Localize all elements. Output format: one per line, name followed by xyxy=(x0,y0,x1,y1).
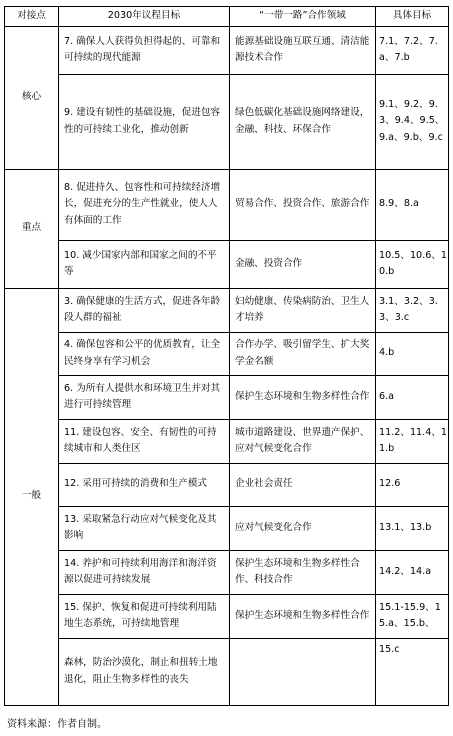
target-cell: 4.b xyxy=(376,332,449,375)
goal-cell: 15. 保护、恢复和促进可持续利用陆地生态系统，可持续地管理 xyxy=(59,594,230,638)
goal-cell: 6. 为所有人提供水和环境卫生并对其进行可持续管理 xyxy=(59,375,230,419)
source-note: 资料来源：作者自制。 xyxy=(7,719,107,730)
header-level: 对接点 xyxy=(5,7,59,27)
table-row xyxy=(5,638,449,705)
level-key: 重点 xyxy=(5,169,59,288)
goal-cell: 14. 养护和可持续利用海洋和海洋资源以促进可持续发展 xyxy=(59,550,230,594)
goal-cell: 9. 建设有韧性的基础设施，促进包容性的可持续工业化，推动创新 xyxy=(59,74,230,169)
field-cell: 应对气候变化合作 xyxy=(230,506,376,550)
goal-cell: 7. 确保人人获得负担得起的、可靠和可持续的现代能源 xyxy=(59,26,230,74)
table-row xyxy=(5,463,449,506)
field-cell: 保护生态环境和生物多样性合作 xyxy=(230,594,376,638)
table-row xyxy=(5,375,449,419)
table-row xyxy=(5,550,449,594)
goal-cell: 森林，防治沙漠化，制止和扭转土地退化，阻止生物多样性的丧失 xyxy=(59,638,230,705)
field-cell: 妇幼健康、传染病防治、卫生人才培养 xyxy=(230,288,376,332)
field-cell: 城市道路建设、世界遗产保护、应对气候变化合作 xyxy=(230,419,376,463)
target-cell: 8.9、8.a xyxy=(376,169,449,240)
header-target: 具体目标 xyxy=(376,7,449,27)
goal-cell: 3. 确保健康的生活方式，促进各年龄段人群的福祉 xyxy=(59,288,230,332)
table-row xyxy=(5,419,449,463)
table-row xyxy=(5,240,449,288)
level-general: 一般 xyxy=(5,288,59,705)
target-cell: 15.1-15.9、15.a、15.b、 xyxy=(376,594,449,638)
table-row xyxy=(5,169,449,240)
field-cell: 金融、投资合作 xyxy=(230,240,376,288)
target-cell: 10.5、10.6、10.b xyxy=(376,240,449,288)
field-cell: 保护生态环境和生物多样性合作、科技合作 xyxy=(230,550,376,594)
level-core: 核心 xyxy=(5,26,59,169)
table-row xyxy=(5,288,449,332)
target-cell: 15.c xyxy=(376,638,449,705)
target-cell: 13.1、13.b xyxy=(376,506,449,550)
goal-cell: 8. 促进持久、包容性和可持续经济增长，促进充分的生产性就业，使人人有体面的工作 xyxy=(59,169,230,240)
table-row xyxy=(5,332,449,375)
table-header-row xyxy=(5,7,449,27)
target-cell: 3.1、3.2、3.3、3.c xyxy=(376,288,449,332)
sdg-cooperation-table xyxy=(4,6,449,706)
field-cell xyxy=(230,638,376,705)
goal-cell: 11. 建设包容、安全、有韧性的可持续城市和人类住区 xyxy=(59,419,230,463)
field-cell: 能源基础设施互联互通、清洁能源技术合作 xyxy=(230,26,376,74)
header-field: “一带一路”合作领域 xyxy=(230,7,376,27)
goal-cell: 12. 采用可持续的消费和生产模式 xyxy=(59,463,230,506)
field-cell: 绿色低碳化基础设施网络建设，金融、科技、环保合作 xyxy=(230,74,376,169)
field-cell: 企业社会责任 xyxy=(230,463,376,506)
field-cell: 合作办学、吸引留学生、扩大奖学金名额 xyxy=(230,332,376,375)
target-cell: 12.6 xyxy=(376,463,449,506)
goal-cell: 10. 减少国家内部和国家之间的不平等 xyxy=(59,240,230,288)
field-cell: 保护生态环境和生物多样性合作 xyxy=(230,375,376,419)
header-goal: 2030年议程目标 xyxy=(59,7,230,27)
table-row xyxy=(5,594,449,638)
goal-cell: 13. 采取紧急行动应对气候变化及其影响 xyxy=(59,506,230,550)
target-cell: 6.a xyxy=(376,375,449,419)
target-cell: 14.2、14.a xyxy=(376,550,449,594)
target-cell: 7.1、7.2、7.a、7.b xyxy=(376,26,449,74)
table-row xyxy=(5,74,449,169)
goal-cell: 4. 确保包容和公平的优质教育，让全民终身享有学习机会 xyxy=(59,332,230,375)
target-cell: 11.2、11.4、11.b xyxy=(376,419,449,463)
field-cell: 贸易合作、投资合作、旅游合作 xyxy=(230,169,376,240)
table-row xyxy=(5,26,449,74)
target-cell: 9.1、9.2、9.3、9.4、9.5、9.a、9.b、9.c xyxy=(376,74,449,169)
table-row xyxy=(5,506,449,550)
